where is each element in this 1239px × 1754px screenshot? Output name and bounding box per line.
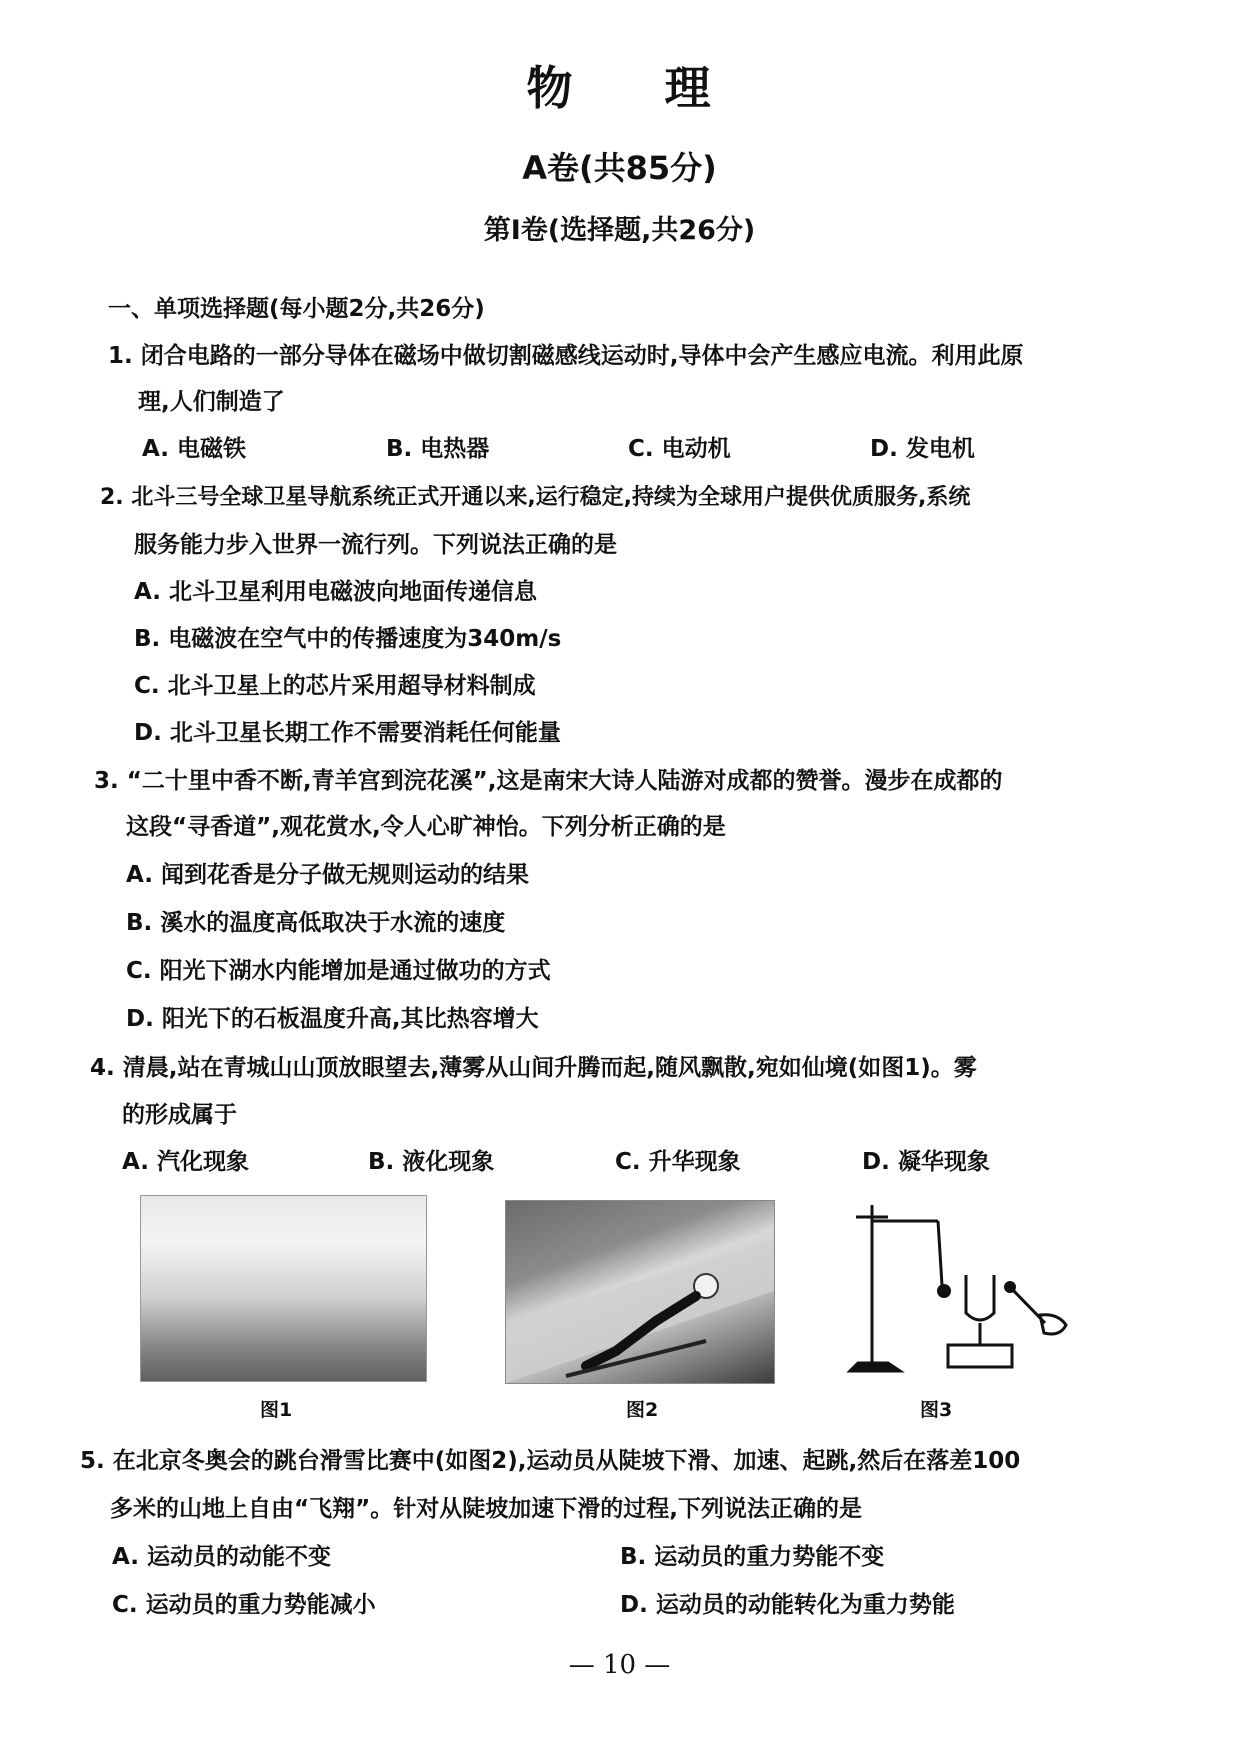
q1-line-2: 理,人们制造了 (138, 389, 285, 415)
q1-option-d: D. 发电机 (870, 436, 975, 462)
q4-line-2: 的形成属于 (122, 1102, 237, 1128)
q2-line-1: 2. 北斗三号全球卫星导航系统正式开通以来,运行稳定,持续为全球用户提供优质服务,系统 (100, 485, 971, 510)
title-char-1: 物 (526, 61, 575, 115)
figure-2-ski-jump-photo (505, 1200, 775, 1384)
q3-option-b: B. 溪水的温度高低取决于水流的速度 (126, 910, 506, 936)
q4-option-d: D. 凝华现象 (862, 1149, 990, 1175)
q4-option-c: C. 升华现象 (615, 1149, 741, 1175)
q3-line-1: 3. “二十里中香不断,青羊宫到浣花溪”,这是南宋大诗人陆游对成都的赞誉。漫步在成都的 (94, 768, 1003, 794)
q5-line-2: 多米的山地上自由“飞翔”。针对从陡坡加速下滑的过程,下列说法正确的是 (110, 1496, 862, 1522)
q4-option-a: A. 汽化现象 (122, 1149, 249, 1175)
q2-option-c: C. 北斗卫星上的芯片采用超导材料制成 (134, 673, 536, 699)
q5-option-c: C. 运动员的重力势能减小 (112, 1592, 376, 1618)
q3-option-c: C. 阳光下湖水内能增加是通过做功的方式 (126, 958, 551, 984)
q1-option-b: B. 电热器 (386, 436, 490, 462)
figure-2-caption: 图2 (626, 1399, 659, 1421)
q3-line-2: 这段“寻香道”,观花赏水,令人心旷神怡。下列分析正确的是 (126, 814, 726, 840)
q2-line-2: 服务能力步入世界一流行列。下列说法正确的是 (134, 532, 617, 558)
q2-option-a: A. 北斗卫星利用电磁波向地面传递信息 (134, 579, 537, 605)
q1-option-a: A. 电磁铁 (142, 436, 246, 462)
part-title: 第Ⅰ卷(选择题,共26分) (483, 215, 756, 246)
figure-1-caption: 图1 (260, 1399, 293, 1421)
figure-1-mountain-fog-photo (140, 1195, 427, 1382)
q5-option-b: B. 运动员的重力势能不变 (620, 1544, 885, 1570)
q1-line-1: 1. 闭合电路的一部分导体在磁场中做切割磁感线运动时,导体中会产生感应电流。利用此原 (108, 343, 1024, 369)
ski-jumper-icon (506, 1201, 774, 1383)
page-title (0, 52, 1239, 118)
q5-line-1: 5. 在北京冬奥会的跳台滑雪比赛中(如图2),运动员从陡坡下滑、加速、起跳,然后在落差100 (80, 1448, 1021, 1474)
figure-3-tuning-fork-diagram (830, 1195, 1070, 1385)
q2-option-b: B. 电磁波在空气中的传播速度为340m/s (134, 626, 562, 652)
paper-section-title: A卷(共85分) (522, 149, 717, 187)
q4-option-b: B. 液化现象 (368, 1149, 495, 1175)
title-char-2: 理 (664, 61, 713, 115)
section-heading: 一、单项选择题(每小题2分,共26分) (108, 296, 485, 322)
page-number: — 10 — (568, 1650, 671, 1680)
q1-option-c: C. 电动机 (628, 436, 731, 462)
q2-option-d: D. 北斗卫星长期工作不需要消耗任何能量 (134, 720, 561, 746)
q4-line-1: 4. 清晨,站在青城山山顶放眼望去,薄雾从山间升腾而起,随风飘散,宛如仙境(如图1)。雾 (90, 1055, 977, 1081)
q3-option-d: D. 阳光下的石板温度升高,其比热容增大 (126, 1006, 539, 1032)
q3-option-a: A. 闻到花香是分子做无规则运动的结果 (126, 862, 529, 888)
q5-option-a: A. 运动员的动能不变 (112, 1544, 331, 1570)
q5-option-d: D. 运动员的动能转化为重力势能 (620, 1592, 955, 1618)
tuning-fork-icon (830, 1195, 1070, 1385)
figure-3-caption: 图3 (920, 1399, 953, 1421)
